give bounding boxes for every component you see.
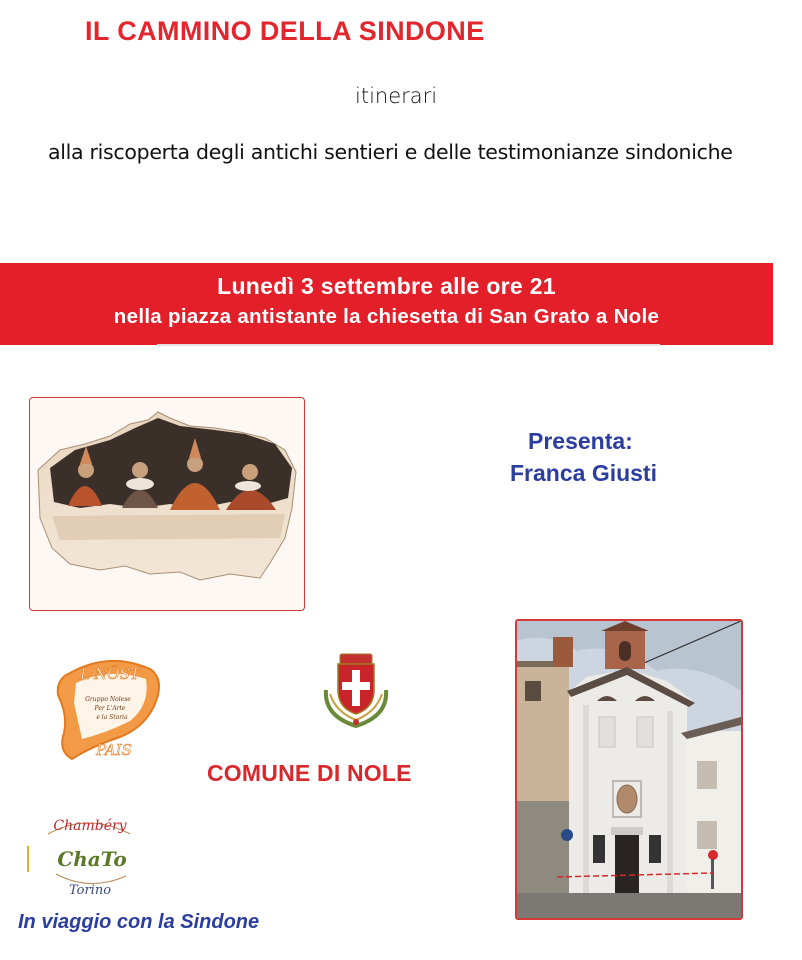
- svg-text:L'NÔST: L'NÔST: [80, 665, 140, 683]
- svg-text:Per L'Arte: Per L'Arte: [94, 705, 126, 712]
- svg-text:Torino: Torino: [68, 883, 112, 898]
- svg-text:ChaTo: ChaTo: [57, 847, 127, 871]
- svg-text:Chambéry: Chambéry: [53, 818, 127, 834]
- svg-text:e la Storia: e la Storia: [96, 714, 128, 721]
- banner-divider: [157, 344, 660, 346]
- svg-text:Gruppo Nolese: Gruppo Nolese: [85, 696, 131, 703]
- lnost-pais-icon: [50, 655, 170, 765]
- lnost-pais-logo: [50, 655, 170, 765]
- tagline: alla riscoperta degli antichi sentieri e delle testimonianze sindoniche: [48, 140, 733, 164]
- chato-logo: [26, 812, 150, 904]
- chiesetta-san-grato-photo: [515, 619, 743, 920]
- fresco-illustration: [30, 398, 303, 609]
- comune-name: COMUNE DI NOLE: [207, 760, 412, 786]
- event-date: Lunedì 3 settembre alle ore 21: [217, 273, 556, 299]
- church-illustration: [517, 621, 741, 918]
- chato-icon: [26, 812, 150, 904]
- presenter-name: Franca Giusti: [510, 460, 657, 486]
- coat-of-arms-icon: [316, 650, 396, 730]
- fresco-fragment-image: [29, 397, 305, 611]
- event-banner: [0, 263, 773, 345]
- subtitle: itinerari: [355, 84, 438, 108]
- event-location: nella piazza antistante la chiesetta di San Grato a Nole: [113, 305, 660, 328]
- page-title: IL CAMMINO DELLA SINDONE: [85, 16, 485, 46]
- svg-text:PAIS: PAIS: [96, 741, 132, 759]
- presenter-label: Presenta:: [528, 428, 633, 454]
- footer-text: In viaggio con la Sindone: [18, 911, 260, 933]
